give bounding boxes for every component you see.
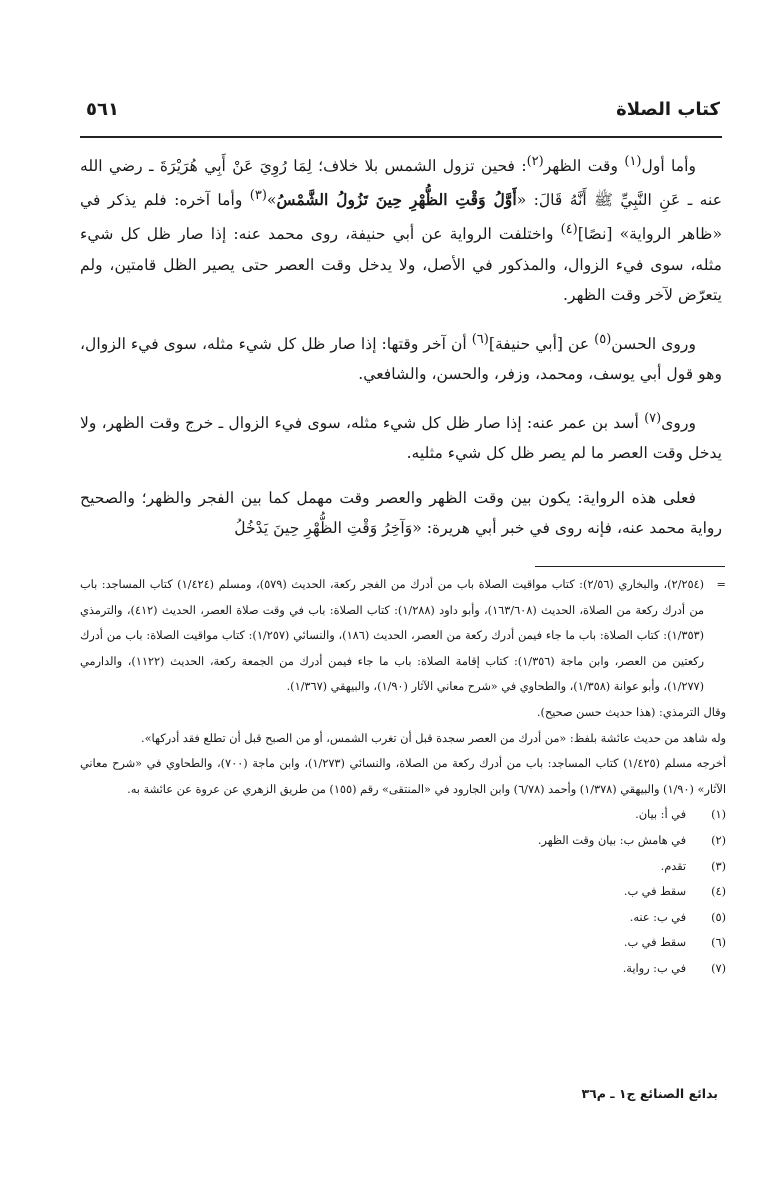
footnote-number: (٤) — [711, 885, 726, 899]
footnote-ref: (٤) — [560, 222, 578, 238]
paragraph-4 — [80, 483, 722, 543]
footnote-item — [80, 930, 726, 956]
footnote-number: (٢) — [711, 833, 726, 847]
footnote-text: في ب: عنه. — [629, 910, 686, 924]
footnote-item — [80, 828, 726, 854]
header-divider — [80, 136, 722, 138]
footnote-number: (٣) — [711, 859, 726, 873]
footnote-text: في أ: بيان. — [635, 808, 686, 822]
footnote-number: (٧) — [711, 961, 726, 975]
footnote-ref: (٥) — [594, 331, 612, 347]
footnote-number: (٦) — [711, 936, 726, 950]
witness-note: وله شاهد من حديث عائشة بلفظ: «من أدرك من العصر سجدة قبل أن تغرب الشمس، أو من الصبح قبل أن تطلع فقد أدركها». — [141, 731, 726, 745]
footnote-ref: (٢) — [526, 154, 544, 169]
text-run: » — [266, 191, 277, 210]
text-run: أن آخر وقتها: إذا صار ظل كل شيء مثله، سوى فيء الزوال، وهو قول أبي يوسف، ومحمد، وزفر، والحسن، والشافعي. — [80, 334, 722, 383]
text-run: وأما أول — [641, 157, 696, 176]
footnote-item — [80, 905, 726, 931]
page-header — [86, 92, 720, 126]
text-run: عن [أبي حنيفة] — [488, 334, 595, 353]
hadith-quote: أَوَّلُ وَقْتِ الظُّهْرِ حِينَ تَزُولُ الشَّمْسُ — [276, 190, 517, 210]
footnote-text: تقدم. — [660, 859, 686, 873]
paragraph-1 — [80, 147, 722, 310]
footnote-item — [80, 879, 726, 905]
page-signature: بدائع الصنائع ج١ ـ م٣٦ — [581, 1086, 718, 1101]
footnote-number: (٥) — [711, 910, 726, 924]
footnote-ref: (٦) — [471, 331, 489, 347]
text-run: أسد بن عمر عنه: إذا صار ظل كل شيء مثله، سوى فيء الزوال ـ خرج وقت الظهر، ولا يدخل وقت العصر ما لم يصر ظل كل شيء مثليه. — [80, 413, 722, 462]
footnote-continuation — [80, 572, 726, 700]
footnote-number: (١) — [711, 808, 726, 822]
paragraph-3 — [80, 404, 722, 468]
footnote-ref: (٣) — [249, 188, 267, 204]
text-run: وروى الحسن — [611, 334, 696, 353]
text-run: وقت الظهر — [543, 157, 625, 176]
tirmidhi-note: وقال الترمذي: (هذا حديث حسن صحيح). — [536, 705, 726, 719]
text-run: وروى — [661, 413, 696, 432]
page-number: ٥٦١ — [86, 98, 119, 120]
footnote-list — [80, 802, 726, 981]
footnote-item — [80, 854, 726, 880]
footnotes-section — [80, 572, 726, 982]
footnote-text: في ب: رواية. — [622, 961, 686, 975]
takhrij-note: أخرجه مسلم (١/٤٢٥) كتاب المساجد: باب من أدرك ركعة من الصلاة، والنسائي (١/٢٧٣)، وابن ماجة (٧٠٠)، والطحاوي في «شرح معاني الآثار» (١/٩٠) والبيهقي (١/٣٧٨) وأحمد (٦/٧٨) وابن الجارود في «المنتقى» رقم (١٥٥) من طريق الزهري عن عروة عن عائشة به. — [80, 757, 726, 796]
footnote-item — [80, 956, 726, 982]
text-run: فعلى هذه الرواية: يكون بين وقت الظهر والعصر وقت مهمل كما بين الفجر والظهر؛ والصحيح رواية محمد عنه، فإنه روى في خبر أبي هريرة: «وَآخِرُ وَقْتِ الظُّهْرِ حِينَ يَدْخُلُ — [80, 488, 722, 537]
footnote-ref: (٧) — [644, 410, 662, 426]
footnote-ref: (١) — [624, 154, 642, 169]
footnote-divider — [535, 566, 725, 567]
chapter-title: كتاب الصلاة — [616, 98, 720, 120]
continuation-text: (٢/٢٥٤)، والبخاري (٢/٥٦): كتاب مواقيت الصلاة باب من أدرك من الفجر ركعة، الحديث (٥٧٩)، ومسلم (١/٤٢٤) كتاب المساجد: باب من أدرك ركعة من الصلاة، الحديث (١٦٣/٦٠٨)، وأبو داود (١/٢٨٨): كتاب الصلاة: باب في وقت صلاة العصر، الحديث (٤١٢)، والترمذي (١/٣٥٣): كتاب الصلاة: باب ما جاء فيمن أدرك ركعة من العصر، الحديث (١٨٦)، والنسائي (١/٢٥٧): كتاب مواقيت الصلاة: باب من أدرك ركعتين من العصر، وابن ماجة (١/٣٥٦): كتاب إقامة الصلاة: باب ما جاء فيمن أدرك من الجمعة ركعة، الحديث (١١٢٢)، والدارمي (١/٢٧٧)، وأبو عوانة (١/٣٥٨)، والطحاوي في «شرح معاني الآثار (١/٩٠)، والبيهقي (١/٣٦٧). — [80, 578, 705, 694]
main-text — [80, 147, 722, 543]
footnote-text: في هامش ب: بيان وقت الظهر. — [537, 833, 686, 847]
footnote-text: سقط في ب. — [623, 885, 686, 899]
continuation-mark: = — [716, 578, 726, 591]
text-run: واختلفت الرواية عن أبي حنيفة، روى محمد عنه: إذا صار ظل كل شيء مثله، سوى فيء الزوال، والمذكور في الأصل، ولا يدخل وقت العصر حتى يصير الظل قامتين، ولم يتعرّض لآخر وقت الظهر. — [80, 225, 722, 304]
footnote-text: سقط في ب. — [623, 936, 686, 950]
text-run: : فحين تزول الشمس بلا خلاف؛ لِمَا رُوِيَ عَنْ أَبِي هُرَيْرَةَ ـ رضي الله عنه ـ عَنِ النَّبِيِّ ﷺ أَنَّهُ قَالَ: « — [80, 157, 723, 210]
footnote-item — [80, 802, 726, 828]
text-run: وأما آخره: فلم يذكر في «ظاهر الرواية» [نصًا] — [80, 191, 722, 244]
paragraph-2 — [80, 325, 722, 389]
